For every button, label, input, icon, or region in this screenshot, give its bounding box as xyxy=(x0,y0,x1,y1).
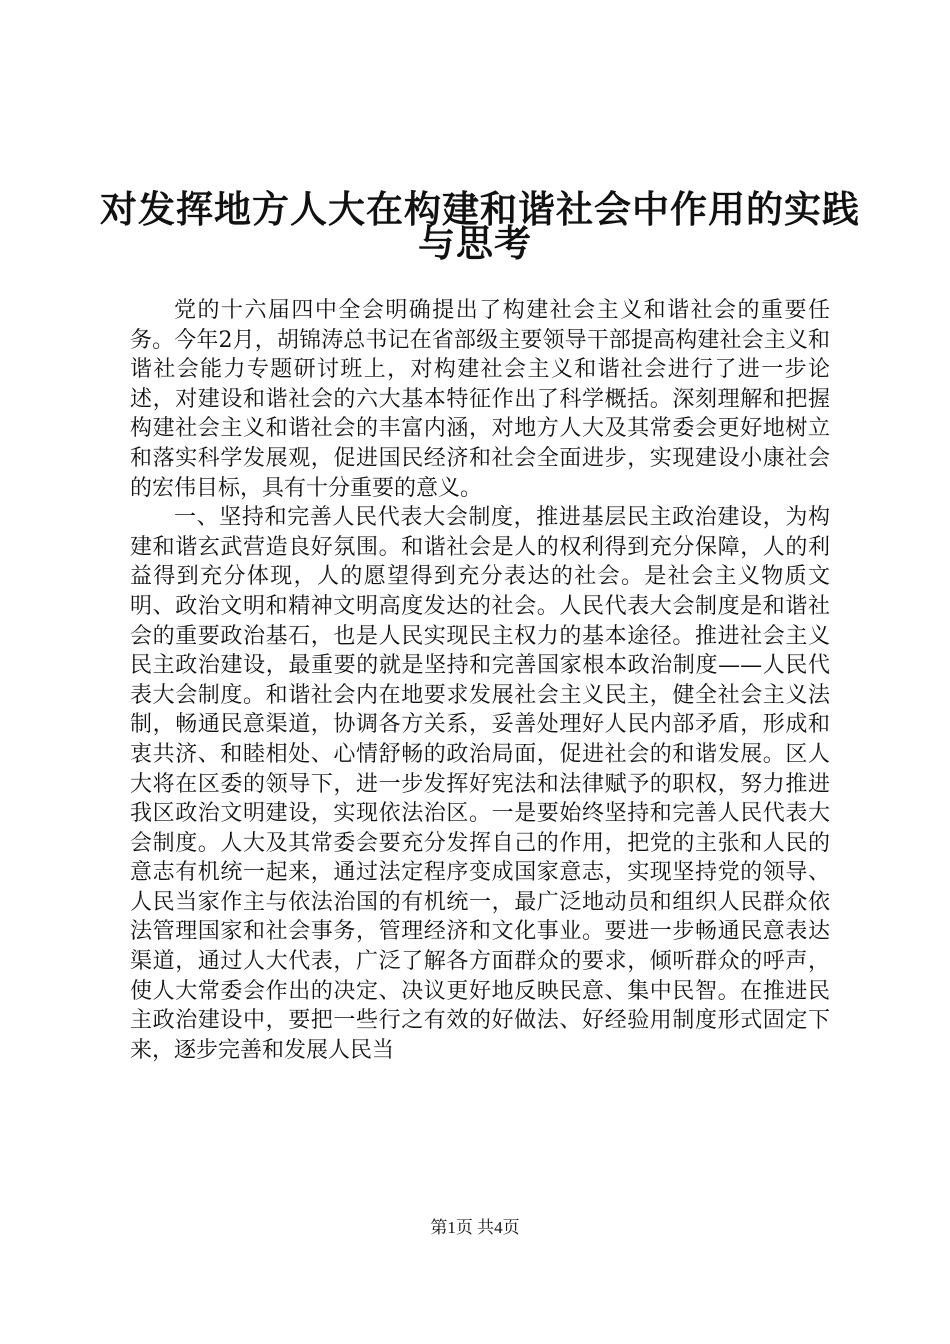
document-body xyxy=(130,296,830,1065)
document-title-line-1: 对发挥地方人大在构建和谐社会中作用的实践 xyxy=(100,187,860,231)
paragraph-section-1: 一、坚持和完善人民代表大会制度，推进基层民主政治建设，为构建和谐玄武营造良好氛围。和谐社会是人的权利得到充分保障，人的利益得到充分体现，人的愿望得到充分表达的社会。是社会主义物质文明、政治文明和精神文明高度发达的社会。人民代表大会制度是和谐社会的重要政治基石，也是人民实现民主权力的基本途径。推进社会主义民主政治建设，最重要的就是坚持和完善国家根本政治制度——人民代表大会制度。和谐社会内在地要求发展社会主义民主，健全社会主义法制，畅通民意渠道，协调各方关系，妥善处理好人民内部矛盾，形成和衷共济、和睦相处、心情舒畅的政治局面，促进社会的和谐发展。区人大将在区委的领导下，进一步发挥好宪法和法律赋予的职权，努力推进我区政治文明建设，实现依法治区。一是要始终坚持和完善人民代表大会制度。人大及其常委会要充分发挥自己的作用，把党的主张和人民的意志有机统一起来，通过法定程序变成国家意志，实现坚持党的领导、人民当家作主与依法治国的有机统一，最广泛地动员和组织人民群众依法管理国家和社会事务，管理经济和文化事业。要进一步畅通民意表达渠道，通过人大代表，广泛了解各方面群众的要求，倾听群众的呼声，使人大常委会作出的决定、决议更好地反映民意、集中民智。在推进民主政治建设中，要把一些行之有效的好做法、好经验用制度形式固定下来，逐步完善和发展人民当 xyxy=(130,505,830,1063)
page-footer: 第1页 共4页 xyxy=(430,1218,520,1237)
document-title-line-2: 与思考 xyxy=(418,221,532,265)
paragraph-intro: 党的十六届四中全会明确提出了构建社会主义和谐社会的重要任务。今年2月，胡锦涛总书记在省部级主要领导干部提高构建社会主义和谐社会能力专题研讨班上，对构建社会主义和谐社会进行了进一步论述，对建设和谐社会的六大基本特征作出了科学概括。深刻理解和把握构建社会主义和谐社会的丰富内涵，对地方人大及其常委会更好地树立和落实科学发展观，促进国民经济和社会全面进步，实现建设小康社会的宏伟目标，具有十分重要的意义。 xyxy=(130,298,830,501)
